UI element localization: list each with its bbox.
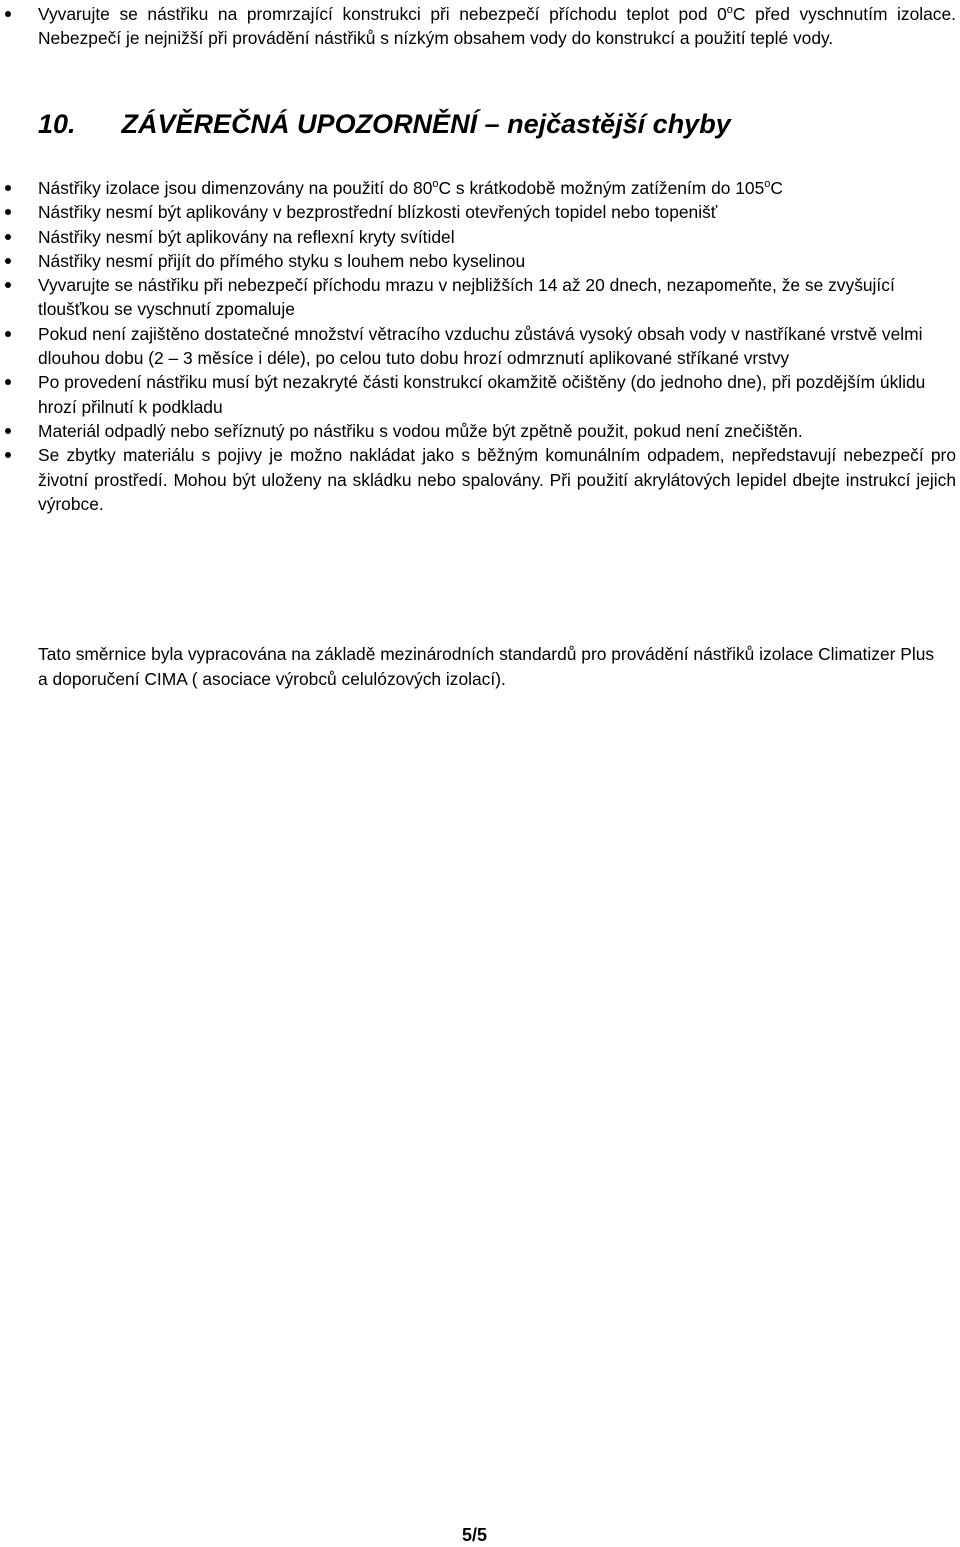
bullet-icon: [5, 282, 11, 288]
item-text: Nástřiky nesmí být aplikovány na reflexní kryty svítidel: [38, 226, 455, 247]
superscript-degree: o: [432, 178, 439, 190]
list-item: [0, 370, 960, 419]
list-item: [0, 322, 960, 371]
item-text: Nástřiky nesmí přijít do přímého styku s louhem nebo kyselinou: [38, 250, 526, 271]
warnings-bullet-list: [0, 176, 960, 516]
closing-note: Tato směrnice byla vypracována na základě mezinárodních standardů pro provádění nástřiků izolace Climatizer Plus a doporučení CIMA ( asociace výrobců celulózových izolací).: [38, 644, 935, 690]
bullet-icon: [5, 234, 11, 240]
top-bullet-list: [0, 2, 960, 51]
section-number: 10.: [38, 109, 76, 139]
bullet-icon: [5, 428, 11, 434]
item-text: Materiál odpadlý nebo seříznutý po nástřiku s vodou může být zpětně použit, pokud není znečištěn.: [38, 420, 803, 441]
item-text: Po provedení nástřiku musí být nezakryté části konstrukcí okamžitě očištěny (do jednoho dne), při pozdějším úklidu hrozí přilnutí k podkladu: [38, 372, 926, 417]
item-text: Pokud není zajištěno dostatečné množství větracího vzduchu zůstává vysoký obsah vody v nastříkané vrstvě velmi dlouhou dobu (2 – 3 měsíce i déle), po celou tuto dobu hrozí odmrznutí aplikované stříkané vrstvy: [38, 323, 923, 369]
bullet-icon: [5, 452, 11, 458]
item-text-part: C: [770, 178, 783, 198]
superscript-degree: o: [764, 178, 771, 190]
superscript-degree: o: [726, 4, 733, 16]
list-item: [0, 225, 960, 249]
section-title: ZÁVĚREČNÁ UPOZORNĚNÍ – nejčastější chyby: [121, 109, 731, 139]
list-item: [0, 200, 960, 224]
list-item: [0, 273, 960, 322]
bullet-icon: [5, 258, 11, 264]
list-item: [0, 2, 960, 51]
item-text: Nástřiky nesmí být aplikovány v bezprostřední blízkosti otevřených topidel nebo topenišť: [38, 202, 718, 223]
bullet-icon: [5, 11, 11, 17]
item-text: Vyvarujte se nástřiku při nebezpečí příchodu mrazu v nejbližších 14 až 20 dnech, nezapomeňte, že se zvyšující tloušťkou se vyschnutí zpomaluje: [38, 275, 895, 320]
section-heading: [38, 106, 731, 142]
list-item: [0, 443, 960, 516]
list-item: [0, 419, 960, 443]
bullet-icon: [5, 379, 11, 385]
bullet-icon: [5, 331, 11, 337]
item-text-part: C před vyschnutím izolace. Nebezpečí je nejnižší při provádění nástřiků s nízkým obsahem vody do konstrukcí a použití teplé vody.: [38, 4, 956, 49]
item-text-part: C s krátkodobě možným zatížením do 105: [438, 178, 765, 198]
item-text-part: Vyvarujte se nástřiku na promrzající konstrukci při nebezpečí příchodu teplot pod 0: [38, 4, 727, 24]
list-item: [0, 176, 960, 200]
page-number: 5/5: [462, 1525, 488, 1545]
bullet-icon: [5, 185, 11, 191]
bullet-icon: [5, 209, 11, 215]
item-text-part: Nástřiky izolace jsou dimenzovány na použití do 80: [38, 178, 433, 198]
item-text: Se zbytky materiálu s pojivy je možno nakládat jako s běžným komunálním odpadem, nepředstavují nebezpečí pro životní prostředí. Mohou být uloženy na skládku nebo spalovány. Při použití akrylátových lepidel dbejte instrukcí jejich výrobce.: [38, 445, 956, 514]
list-item: [0, 249, 960, 273]
